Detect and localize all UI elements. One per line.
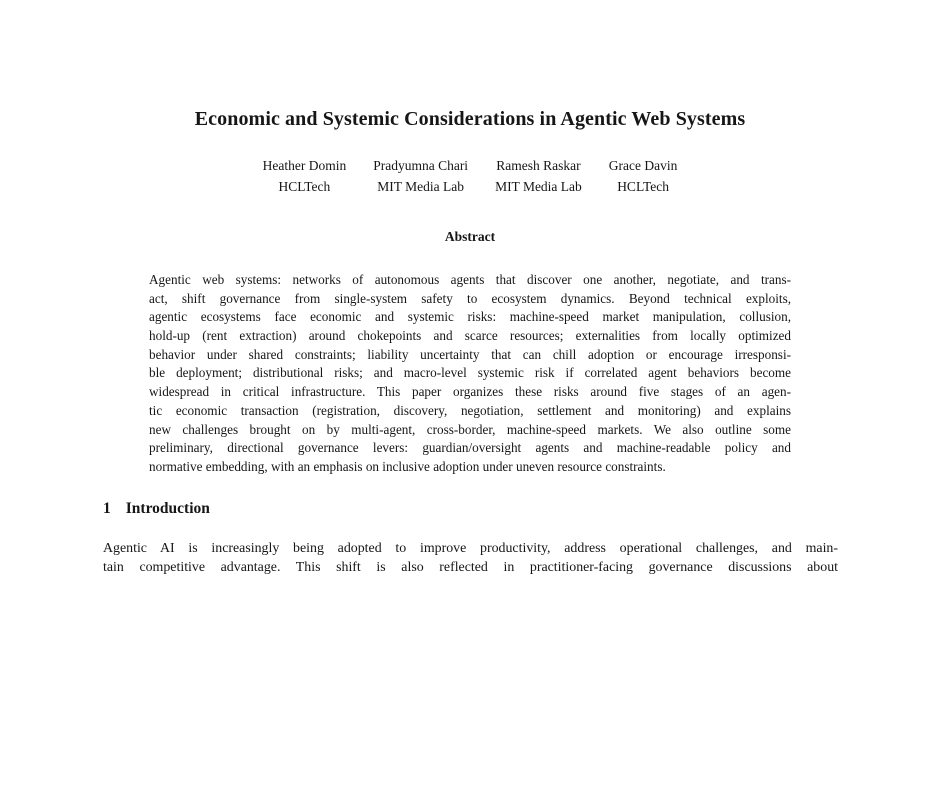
author-name: Ramesh Raskar [496,158,581,173]
abstract-heading: Abstract [444,229,496,244]
author [263,155,347,197]
section-title: Introduction [125,500,210,517]
abstract-line: agentic ecosystems face economic and systemic risks: machine-speed market manipulation, collusion, [149,309,791,325]
author-name: Grace Davin [608,158,678,173]
author-affiliation: MIT Media Lab [377,179,464,194]
introduction-line: Agentic AI is increasingly being adopted to improve productivity, address operational challenges, and main- [103,541,838,556]
author-block [0,155,940,197]
author [495,155,582,197]
abstract-line: widespread in critical infrastructure. This paper organizes these risks around five stages of an agen- [149,384,791,400]
author-name: Heather Domin [262,158,347,173]
author-name: Pradyumna Chari [373,158,469,173]
introduction-text [103,539,838,575]
author-affiliation: MIT Media Lab [495,179,582,194]
abstract-line: Agentic web systems: networks of autonomous agents that discover one another, negotiate, and trans- [149,272,791,287]
author [373,155,468,197]
abstract-line: ble deployment; distributional risks; and macro-level systemic risk if correlated agent behaviors become [149,365,791,381]
abstract-text [149,271,791,477]
abstract-line: act, shift governance from single-system safety to ecosystem dynamics. Beyond technical exploits, [149,290,791,306]
abstract-line: normative embedding, with an emphasis on inclusive adoption under uneven resource constraints. [149,458,666,474]
paper-title: Economic and Systemic Considerations in Agentic Web Systems [194,108,746,130]
section-number: 1 [103,500,111,517]
abstract-line: preliminary, directional governance levers: guardian/oversight agents and machine-readable policy and [149,440,791,456]
abstract-line: hold-up (rent extraction) around chokepoints and scarce resources; externalities from locally optimized [149,328,791,344]
author [609,155,678,197]
author-affiliation: HCLTech [617,179,669,194]
author-affiliation: HCLTech [278,179,331,194]
introduction-line-clipped: tain competitive advantage. This shift is also reflected in practitioner-facing governance discussions about [103,560,838,575]
abstract-line: new challenges brought on by multi-agent, cross-border, machine-speed markets. We also outline some [149,421,791,437]
section-heading-introduction [103,500,210,518]
abstract-line: behavior under shared constraints; liability uncertainty that can chill adoption or encourage irresponsi- [149,346,791,362]
abstract-line: tic economic transaction (registration, discovery, negotiation, settlement and monitoring) and explains [149,402,791,418]
